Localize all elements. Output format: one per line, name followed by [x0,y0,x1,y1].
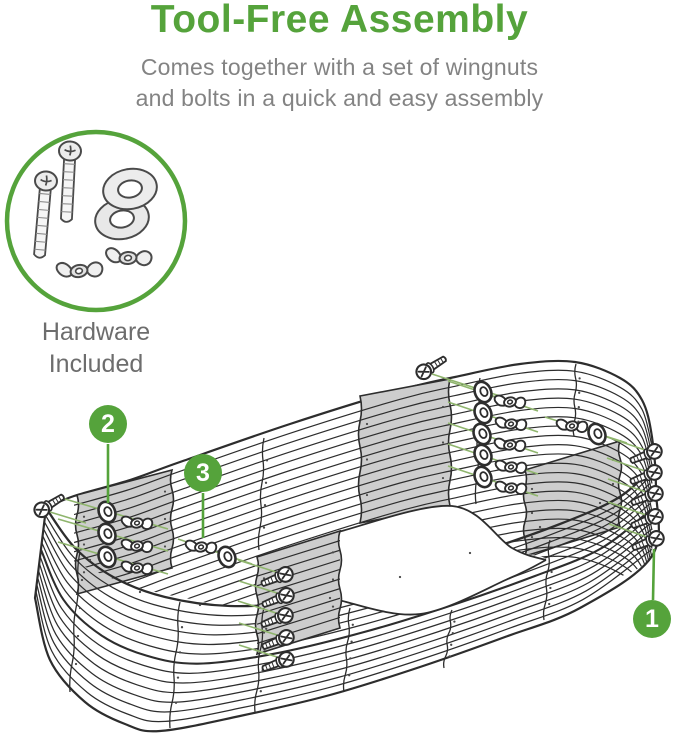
page-title: Tool-Free Assembly [150,0,529,41]
callout-1-number: 1 [645,604,659,633]
callout-1-badge [633,600,671,638]
subtitle-line-2: and bolts in a quick and easy assembly [135,85,544,111]
hardware-included-label [8,316,184,380]
callout-stem [653,549,654,600]
hardware-label-line-1: Hardware [41,318,151,346]
callout-2-badge [89,405,127,443]
callout-3-badge [184,454,222,492]
hardware-badge [7,132,185,310]
subtitle-line-1: Comes together with a set of wingnuts [140,54,539,80]
hardware-label-line-2: Included [48,350,144,378]
callout-2-number: 2 [101,409,115,438]
callout-3-number: 3 [196,458,210,487]
